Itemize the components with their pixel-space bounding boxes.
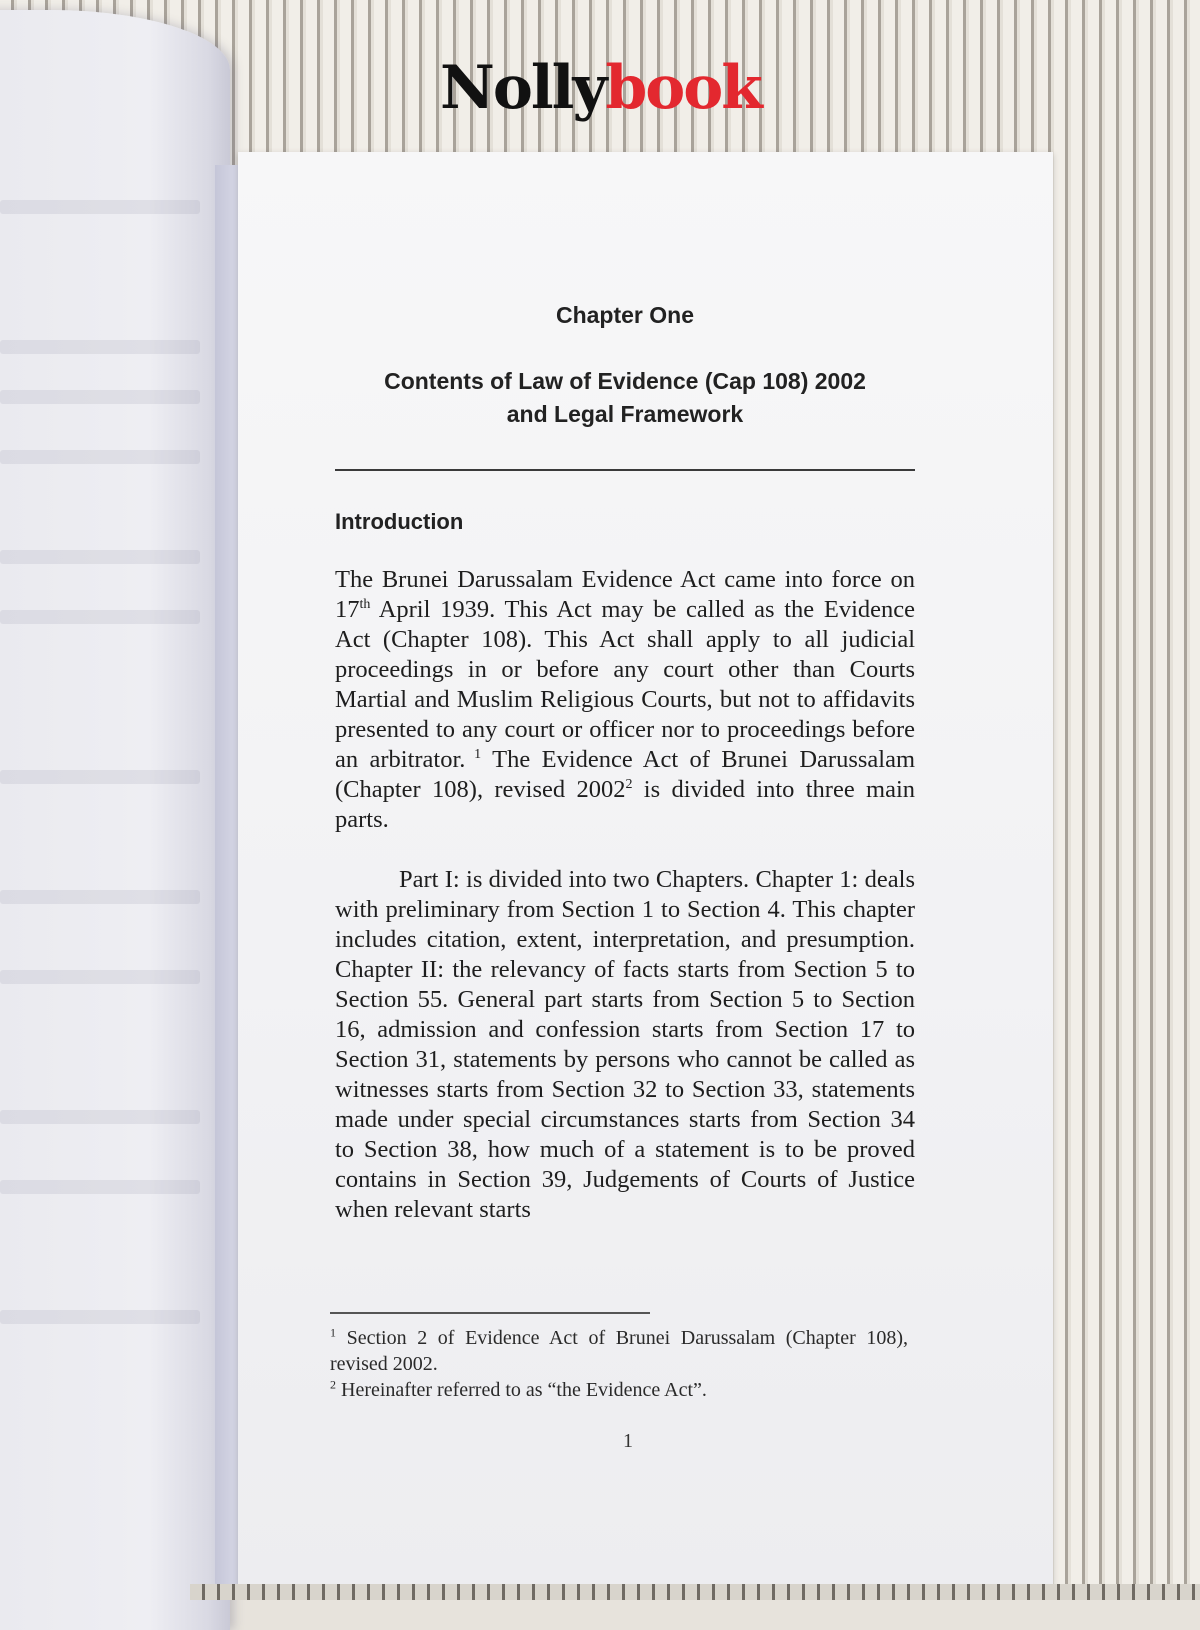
faded-text-line [0,1110,200,1124]
faded-text-line [0,200,200,214]
title-divider [335,469,915,471]
footnote-ref-2: 2 [625,776,633,792]
chapter-title-line1: Contents of Law of Evidence (Cap 108) 2002 [384,368,866,394]
paragraph-intro-b: April 1939. This Act may be called as the Evidence Act (Chapter 108). This Act shall apply to all judicial proceedings in or before any court other than Courts Martial and Muslim Religious Courts, but not to affidavits presented to any court or officer nor to proceedings before an arbitrator. [335,596,915,773]
footnote-divider [330,1312,650,1314]
faded-text-line [0,450,200,464]
footnote-mark-2: 2 [330,1377,336,1392]
footnote-text-2: Hereinafter referred to as “the Evidence Act”. [336,1379,707,1401]
footnote-ref-1: 1 [465,746,482,762]
faded-text-line [0,1310,200,1324]
footnotes [330,1325,908,1403]
paragraph-intro [335,565,915,835]
paragraph-intro-c: The Evidence Act of Brunei Darussalam (Chapter 108), revised 2002 [335,746,916,803]
chapter-label: Chapter One [555,302,695,328]
paragraph-intro-d: is divided into three main parts. [335,776,916,833]
book-page [238,152,1053,1587]
faded-text-line [0,550,200,564]
faded-text-line [0,390,200,404]
faded-text-line [0,1180,200,1194]
faded-text-line [0,970,200,984]
footnote-2 [330,1377,908,1403]
chapter-title [335,365,915,431]
footnote-mark-1: 1 [330,1325,336,1340]
logo-text-book: book [605,53,761,123]
faded-text-line [0,890,200,904]
striped-background-bottom [190,1584,1200,1600]
logo-text-nolly: Nolly [440,53,606,123]
facing-page-left [0,10,230,1630]
page-number: 1 [623,1430,633,1452]
section-heading: Introduction [335,509,464,534]
paragraph-part-one: Part I: is divided into two Chapters. Chapter 1: deals with preliminary from Section 1 to Section 4. This chapter includes citation, extent, interpretation, and presumption. Chapter II: the relevancy of facts starts from Section 5 to Section 55. General part starts from Section 5 to Section 16, admission and confession starts from Section 17 to Section 31, statements by persons who cannot be called as witnesses starts from Section 32 to Section 33, statements made under special circumstances starts from Section 34 to Section 38, how much of a statement is to be proved contains in Section 39, Judgements of Courts of Justice when relevant starts [335,866,915,1223]
faded-text-line [0,610,200,624]
footnote-text-1: Section 2 of Evidence Act of Brunei Darussalam (Chapter 108), revised 2002. [330,1327,908,1375]
faded-text-line [0,340,200,354]
faded-text-line [0,770,200,784]
nollybook-logo [440,48,770,128]
ordinal-suffix: th [359,596,371,612]
page-content [335,302,915,1225]
chapter-title-line2: and Legal Framework [506,401,744,427]
paragraph-intro-a: The Brunei Darussalam Evidence Act came into force on 17 [335,566,915,623]
footnote-1 [330,1325,908,1377]
